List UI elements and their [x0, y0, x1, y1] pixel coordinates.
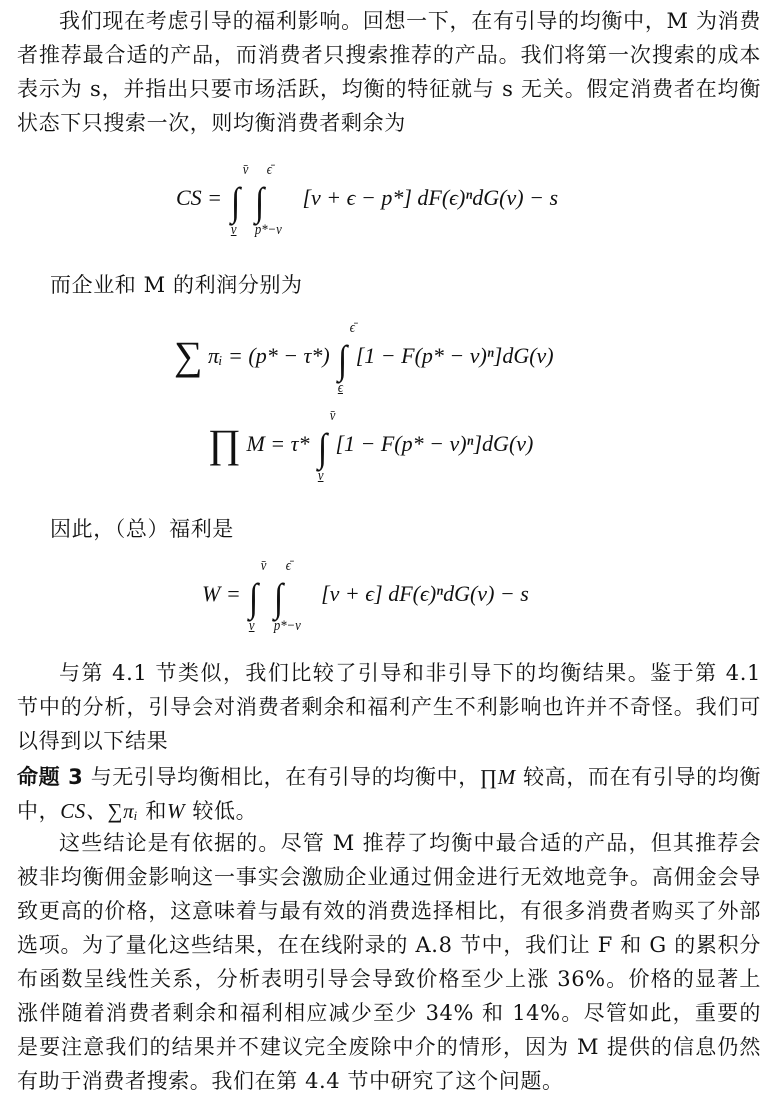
integral-sign: ∫ ϵ̄ p*−v — [273, 558, 301, 634]
lower-limit: v — [248, 618, 255, 634]
m-lhs: M = τ* — [246, 431, 310, 456]
product-symbol: ∏ — [208, 421, 241, 466]
upper-limit: v̄ — [329, 408, 336, 424]
equation-intermediary-profit — [208, 408, 534, 484]
proposition-math: ∏M — [479, 765, 516, 789]
profit-integrand: [1 − F(p* − v)ⁿ]dG(v) — [355, 343, 554, 368]
equation-welfare — [202, 558, 529, 634]
integral-sign: ∫ v̄ v — [317, 408, 336, 484]
m-integrand: [1 − F(p* − v)ⁿ]dG(v) — [335, 431, 534, 456]
cs-lhs: CS = — [176, 185, 223, 210]
w-integrand: [v + ϵ] dF(ϵ)ⁿdG(v) − s — [321, 581, 529, 606]
integral-sign: ∫ ϵ̄ ϵ — [338, 320, 356, 396]
upper-limit: ϵ̄ — [349, 320, 356, 336]
sum-symbol: ∑ — [174, 333, 203, 378]
proposition-3 — [17, 760, 761, 828]
welfare-intro: 因此，（总）福利是 — [50, 517, 234, 541]
integral-sign: ∫ v̄ v — [248, 558, 267, 634]
equation-consumer-surplus — [176, 162, 559, 238]
discussion-paragraph: 这些结论是有依据的。尽管 M 推荐了均衡中最合适的产品，但其推荐会被非均衡佣金影响这一事实会激励企业通过佣金进行无效地竞争。高佣金会导致更高的价格，这意味着与最有效的消费选择相比，有很多消费者购买了外部选项。为了量化这些结果，在在线附录的 A.8 节中，我们让 F 和 G 的累积分布函数呈线性关系，分析表明引导会导致价格至少上涨 36%。价格的显著上涨伴随着消费者剩余和福利相应减少至少 34% 和 14%。尽管如此，重要的是要注意我们的结果并不建议完全废除中介的情形，因为 M 提供的信息仍然有助于消费者搜索。我们在第 4.4 节中研究了这个问题。 — [17, 831, 761, 1093]
comparison-paragraph: 与第 4.1 节类似，我们比较了引导和非引导下的均衡结果。鉴于第 4.1 节中的分析，引导会对消费者剩余和福利产生不利影响也许并不奇怪。我们可以得到以下结果 — [17, 661, 761, 753]
proposition-math: CS、∑πᵢ — [60, 799, 139, 823]
proposition-math: W — [167, 799, 186, 823]
intro-paragraph: 我们现在考虑引导的福利影响。回想一下，在有引导的均衡中，M 为消费者推荐最合适的产品，而消费者只搜索推荐的产品。我们将第一次搜索的成本表示为 s，并指出只要市场活跃，均衡的特征就与 s 无关。假定消费者在均衡状态下只搜索一次，则均衡消费者剩余为 — [17, 9, 761, 135]
proposition-text: 与无引导均衡相比，在有引导的均衡中， — [83, 765, 480, 789]
proposition-title: 命题 3 — [17, 765, 84, 789]
profit-intro: 而企业和 M 的利润分别为 — [50, 273, 303, 297]
proposition-text: 较高，而在有引导的均衡中， — [17, 765, 761, 823]
proposition-text: 较低。 — [185, 799, 258, 823]
upper-limit: v̄ — [260, 558, 267, 574]
w-lhs: W = — [202, 581, 241, 606]
lower-limit: v — [317, 468, 324, 484]
lower-limit: ϵ — [338, 380, 344, 396]
upper-limit: v̄ — [242, 162, 248, 178]
integral-sign: ∫ v̄ v — [230, 162, 248, 238]
lower-limit: v — [230, 222, 237, 238]
lower-limit: p*−v — [273, 618, 301, 634]
lower-limit: p*−v — [254, 222, 282, 238]
upper-limit: ϵ̄ — [285, 558, 291, 574]
profit-lhs: πᵢ = (p* − τ*) — [208, 343, 330, 368]
proposition-text: 和 — [138, 799, 168, 823]
equation-firm-profit — [174, 320, 554, 396]
integral-sign: ∫ ϵ̄ p*−v — [254, 162, 282, 238]
cs-integrand: [v + ϵ − p*] dF(ϵ)ⁿdG(v) − s — [302, 185, 559, 210]
upper-limit: ϵ̄ — [266, 162, 272, 178]
